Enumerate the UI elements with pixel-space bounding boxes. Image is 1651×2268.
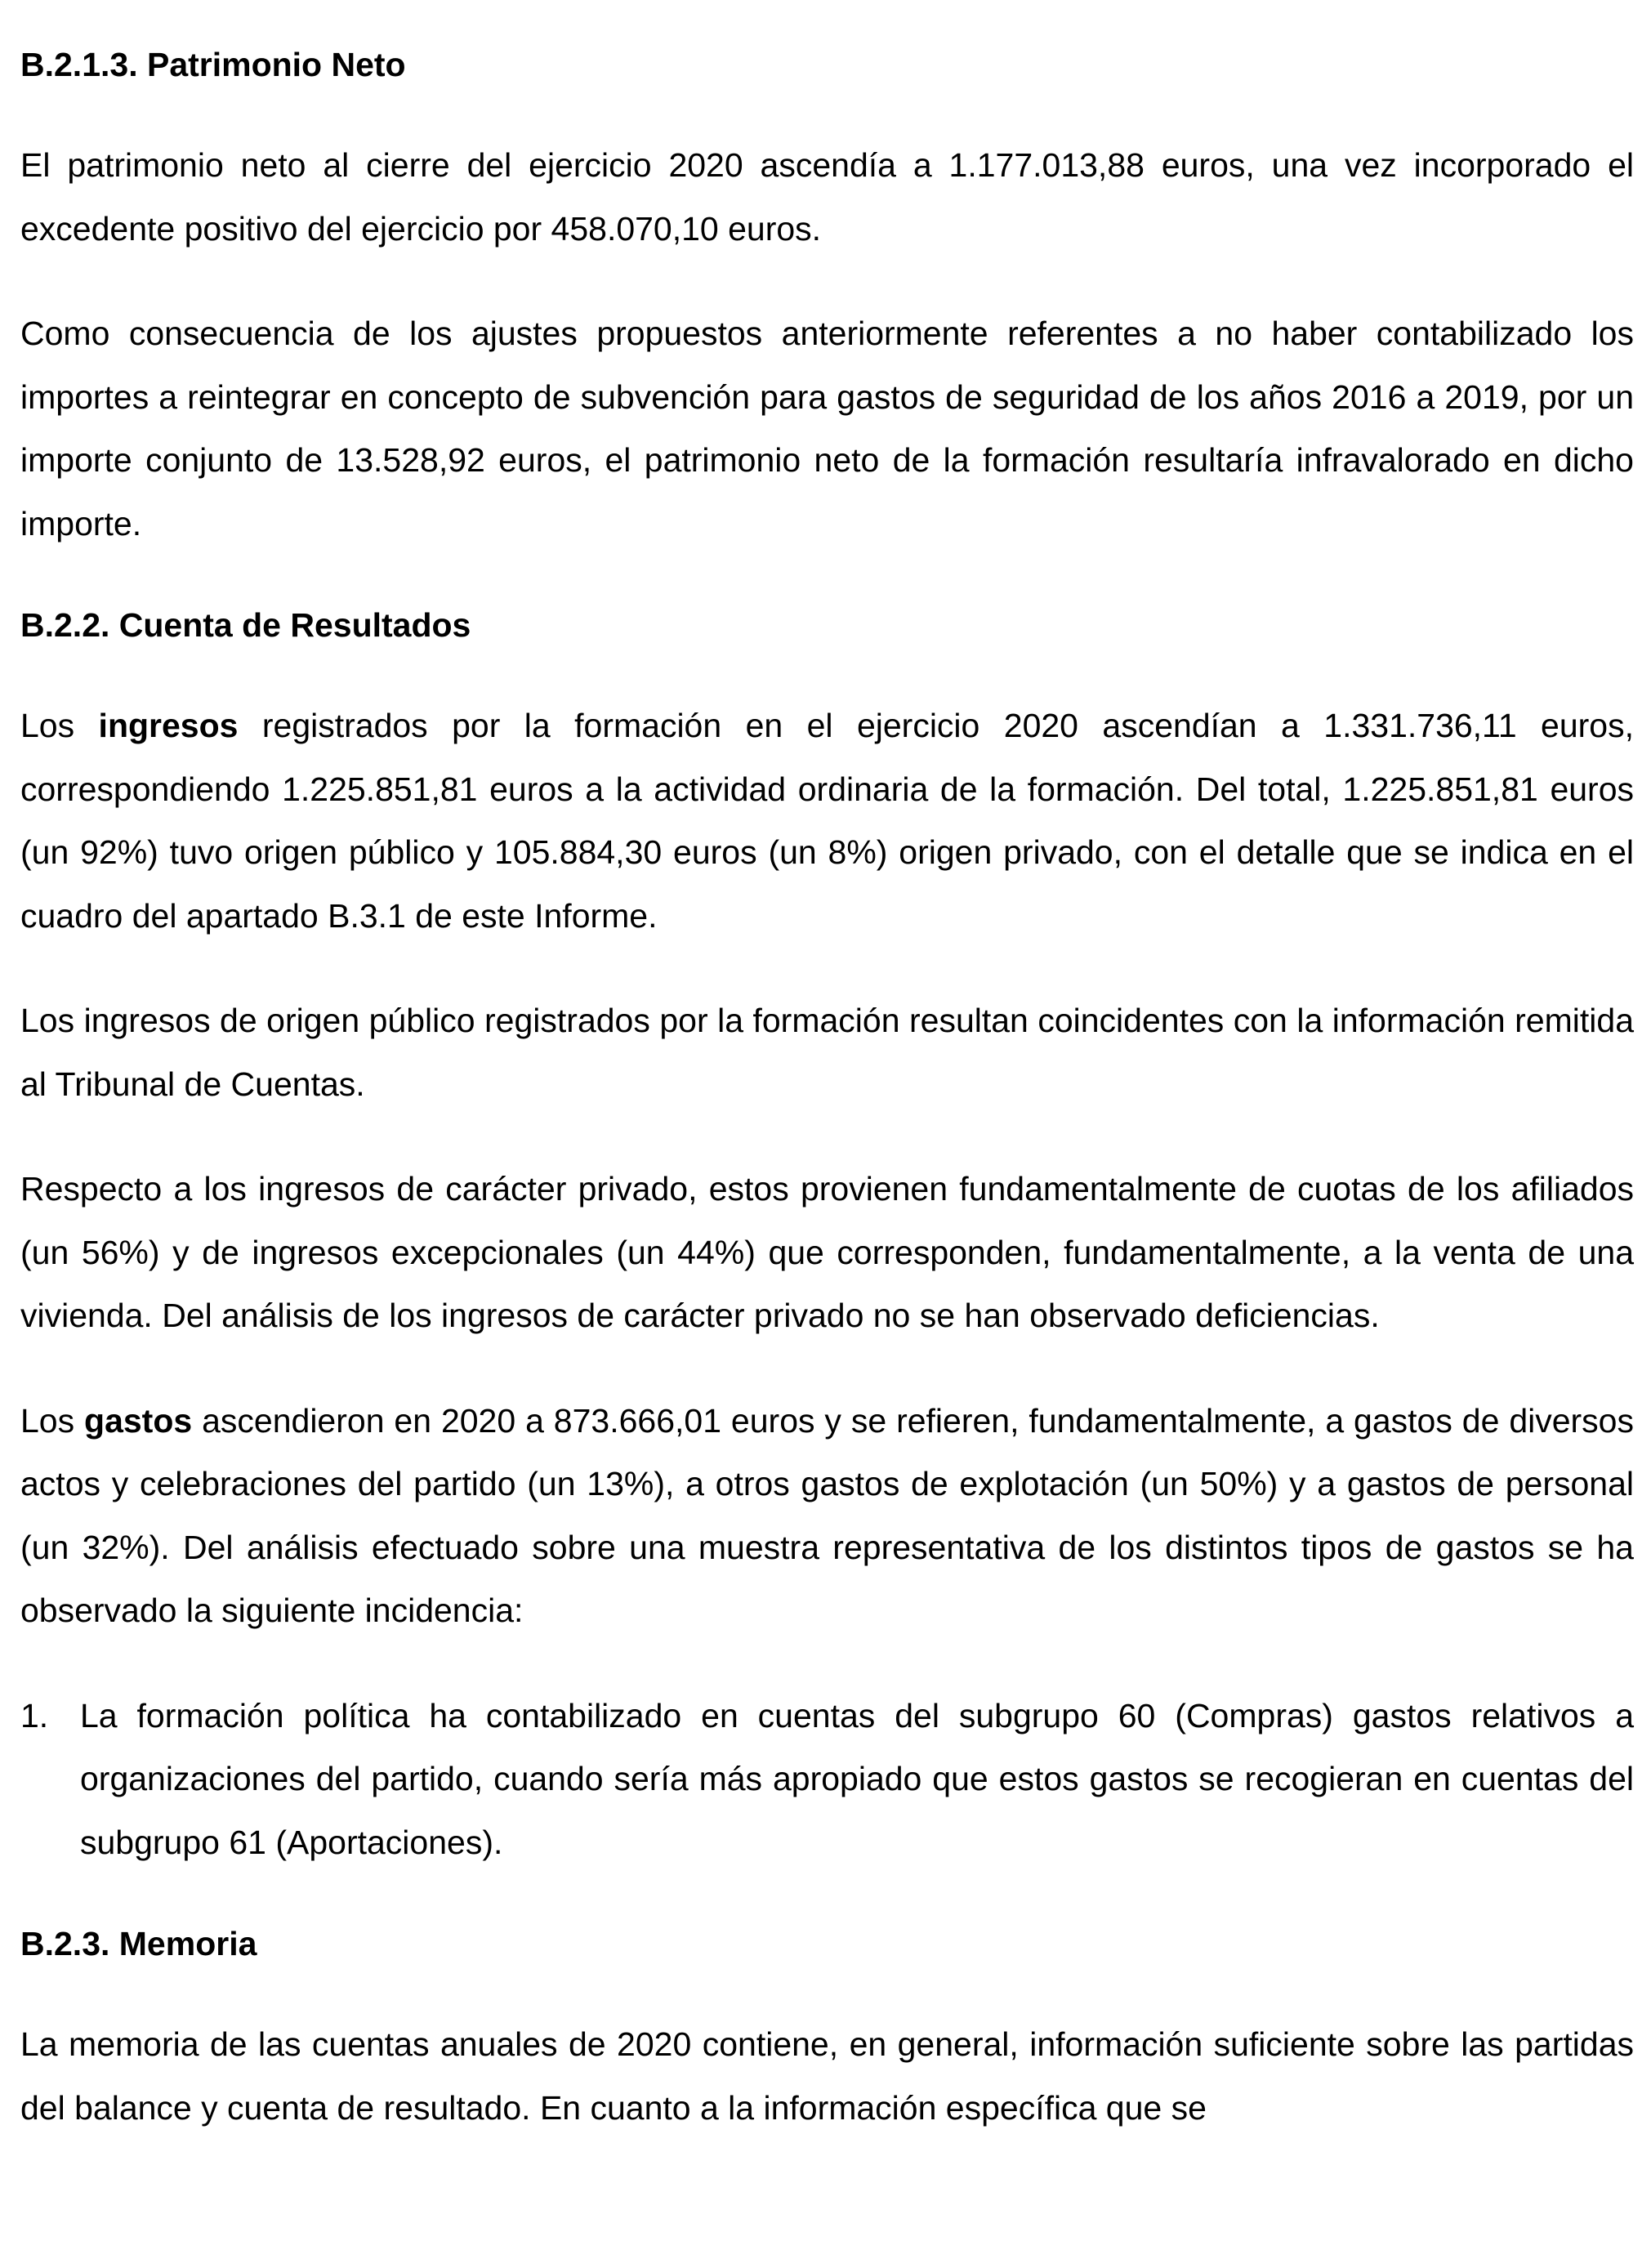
- heading-cuenta-resultados: B.2.2. Cuenta de Resultados: [20, 606, 471, 644]
- gastos-pre: Los: [20, 1401, 85, 1440]
- list-item: [20, 1685, 1634, 1875]
- list-item-text: La formación política ha contabilizado en cuentas del subgrupo 60 (Compras) gastos relativos a organizaciones del partido, cuando sería más apropiado que estos gastos se recogieran en cuentas del subgrupo 61 (Aportaciones).: [80, 1696, 1634, 1861]
- paragraph-ingresos-publicos: Los ingresos de origen público registrados por la formación resultan coincidentes con la información remitida al Tribunal de Cuentas.: [20, 1002, 1634, 1103]
- ingresos-pre: Los: [20, 707, 99, 744]
- gastos-bold: gastos: [84, 1401, 193, 1440]
- list-item-number: 1.: [20, 1696, 49, 1734]
- document-page: [20, 33, 1634, 2140]
- paragraph-ingresos: [20, 694, 1634, 948]
- gastos-post: ascendieron en 2020 a 873.666,01 euros y se refieren, fundamentalmente, a gastos de diversos actos y celebraciones del partido (un 13%), a otros gastos de explotación (un 50%) y a gastos de personal (un 32%). Del análisis efectuado sobre una muestra representativa de los distintos tipos de gastos se ha observado la siguiente incidencia:: [20, 1401, 1634, 1629]
- heading-memoria: B.2.3. Memoria: [20, 1925, 257, 1962]
- ingresos-bold: ingresos: [98, 707, 239, 744]
- paragraph-memoria: La memoria de las cuentas anuales de 2020 contiene, en general, información suficiente sobre las partidas del balance y cuenta de resultado. En cuanto a la información específica que se: [20, 2025, 1634, 2127]
- paragraph-ingresos-privados: Respecto a los ingresos de carácter privado, estos provienen fundamentalmente de cuotas de los afiliados (un 56%) y de ingresos excepcionales (un 44%) que corresponden, fundamentalmente, a la venta de una vivienda. Del análisis de los ingresos de carácter privado no se han observado deficiencias.: [20, 1170, 1634, 1334]
- ingresos-post: registrados por la formación en el ejercicio 2020 ascendían a 1.331.736,11 euros, correspondiendo 1.225.851,81 euros a la actividad ordinaria de la formación. Del total, 1.225.851,81 euros (un 92%) tuvo origen público y 105.884,30 euros (un 8%) origen privado, con el detalle que se indica en el cuadro del apartado B.3.1 de este Informe.: [20, 707, 1635, 935]
- paragraph-patrimonio-1: El patrimonio neto al cierre del ejercicio 2020 ascendía a 1.177.013,88 euros, una vez incorporado el excedente positivo del ejercicio por 458.070,10 euros.: [20, 146, 1634, 248]
- heading-patrimonio-neto: B.2.1.3. Patrimonio Neto: [20, 46, 406, 83]
- paragraph-gastos: [20, 1390, 1634, 1643]
- paragraph-patrimonio-2: Como consecuencia de los ajustes propuestos anteriormente referentes a no haber contabilizado los importes a reintegrar en concepto de subvención para gastos de seguridad de los años 2016 a 2019, por un importe conjunto de 13.528,92 euros, el patrimonio neto de la formación resultaría infravalorado en dicho importe.: [20, 315, 1634, 542]
